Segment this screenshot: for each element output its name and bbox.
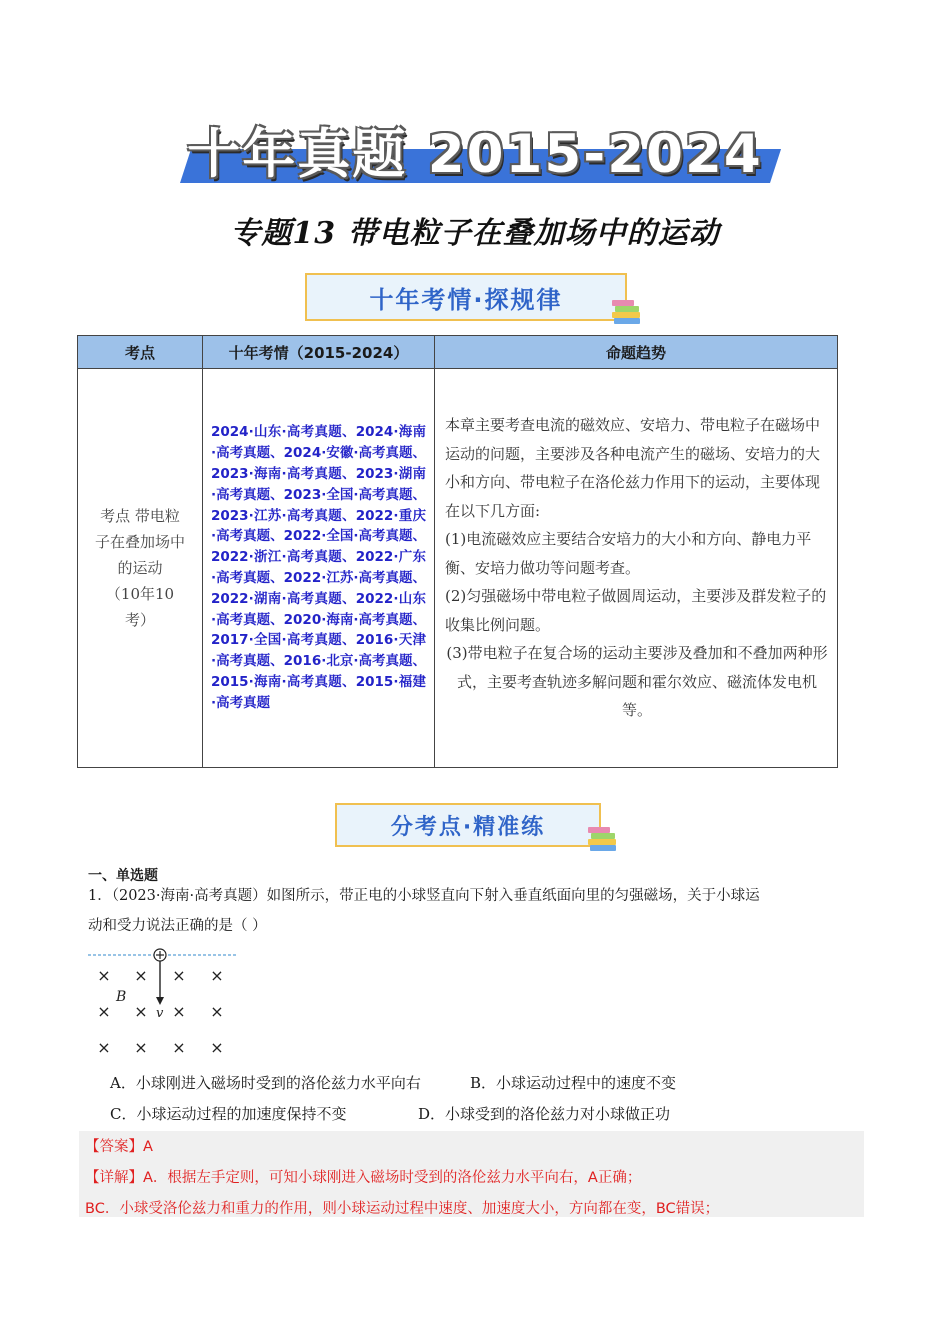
option-a[interactable]: A．小球刚进入磁场时受到的洛伦兹力水平向右 [110, 1074, 421, 1092]
cross-mark: × [97, 966, 111, 985]
cross-mark: × [172, 966, 186, 985]
cell-kaodian: 考点 带电粒 子在叠加场中 的运动 （10年10 考） [78, 369, 203, 768]
option-b[interactable]: B．小球运动过程中的速度不变 [470, 1074, 677, 1092]
trend-p4: (3)带电粒子在复合场的运动主要涉及叠加和不叠加两种形式，主要考查轨迹多解问题和霍尔效应、磁流体发电机等。 [446, 644, 828, 720]
question-stem-line2: 动和受力说法正确的是（ ） [88, 918, 267, 934]
option-c[interactable]: C．小球运动过程的加速度保持不变 [110, 1105, 347, 1123]
section-header-label: 十年考情·探规律 [369, 285, 563, 314]
question-section-title: 一、单选题 [88, 868, 158, 884]
section-header-kaoqing [305, 273, 627, 321]
header-trend: 命题趋势 [435, 336, 838, 369]
option-d[interactable]: D．小球受到的洛伦兹力对小球做正功 [418, 1105, 671, 1123]
cross-mark: × [134, 1002, 148, 1021]
trend-p1: 本章主要考查电流的磁效应、安培力、带电粒子在磁场中运动的问题，主要涉及各种电流产生的磁场、安培力的大小和方向、带电粒子在洛伦兹力作用下的运动，主要体现在以下几方面: [445, 416, 821, 520]
section-header-practice [335, 803, 601, 847]
section-header-label: 分考点·精准练 [390, 814, 546, 840]
cell-kaoqing: 2024·山东·高考真题、2024·海南·高考真题、2024·安徽·高考真题、2023·海南·高考真题、2023·湖南·高考真题、2023·全国·高考真题、2023·江苏·高考真题、2022·重庆·高考真题、2022·全国·高考真题、2022·浙江·高考真题、2022·广东·高考真题、2022·江苏·高考真题、2022·湖南·高考真题、2022·山东·高考真题、2020·海南·高考真题、2017·全国·高考真题、2016·天津·高考真题、2016·北京·高考真题、2015·海南·高考真题、2015·福建·高考真题 [203, 369, 435, 768]
trend-p2: (1)电流磁效应主要结合安培力的大小和方向、静电力平衡、安培力做功等问题考查。 [445, 530, 812, 577]
velocity-label: v [156, 1006, 164, 1021]
trend-p3: (2)匀强磁场中带电粒子做圆周运动，主要涉及群发粒子的收集比例问题。 [445, 587, 827, 634]
header-kaodian: 考点 [78, 336, 203, 369]
question-stem-line1: 1．（2023·海南·高考真题）如图所示，带正电的小球竖直向下射入垂直纸面向里的匀强磁场，关于小球运 [88, 888, 760, 904]
header-kaoqing: 十年考情（2015-2024） [203, 336, 435, 369]
cross-mark: × [134, 966, 148, 985]
answer-box [79, 1131, 864, 1217]
field-label: B [116, 989, 127, 1005]
cross-mark: × [97, 1038, 111, 1057]
banner-title: 十年真题 2015-2024 [187, 124, 763, 185]
cross-mark: × [210, 1002, 224, 1021]
cell-trend [435, 369, 838, 768]
cross-mark: × [210, 1038, 224, 1057]
answer-text: 【答案】A [85, 1139, 153, 1155]
cross-mark: × [97, 1002, 111, 1021]
cross-mark: × [210, 966, 224, 985]
cross-mark: × [172, 1002, 186, 1021]
subject-title: 专题13 带电粒子在叠加场中的运动 [230, 216, 720, 251]
magnetic-field-figure [86, 945, 246, 1057]
cross-mark: × [172, 1038, 186, 1057]
books-icon [612, 300, 642, 324]
cross-mark: × [134, 1038, 148, 1057]
kaoqing-table [77, 335, 838, 768]
detail-line2: BC．小球受洛伦兹力和重力的作用，则小球运动过程中速度、加速度大小，方向都在变，BC错误； [85, 1201, 720, 1217]
books-icon [588, 827, 618, 851]
detail-line1: 【详解】A．根据左手定则，可知小球刚进入磁场时受到的洛伦兹力水平向右，A正确； [85, 1170, 642, 1186]
